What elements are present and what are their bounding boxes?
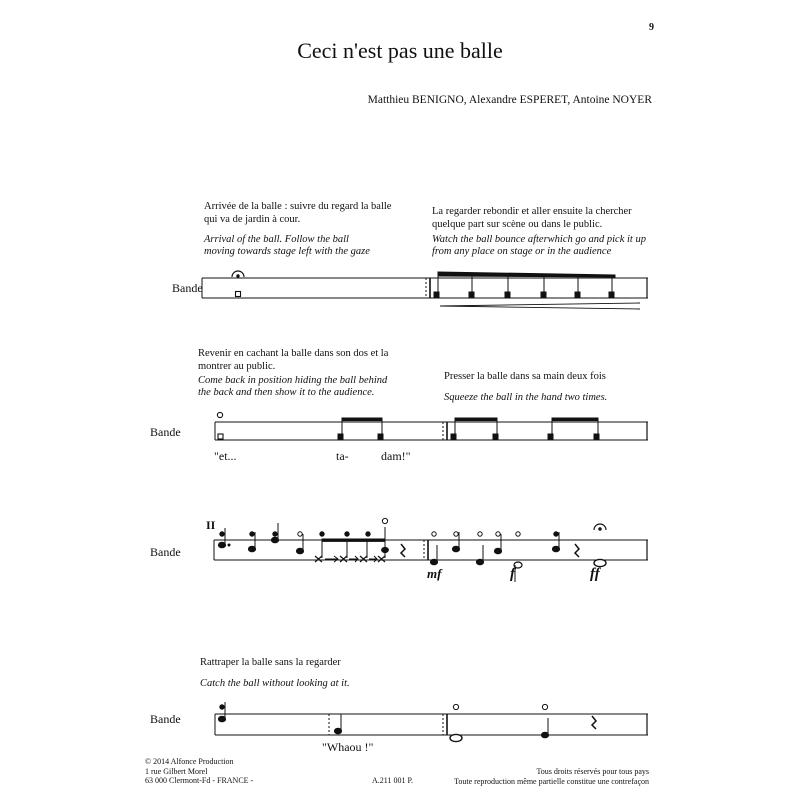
direction-fr: La regarder rebondir et aller ensuite la chercher quelque part sur scène ou dans le public.: [432, 206, 632, 230]
lyric: "Whaou !": [322, 740, 374, 754]
footer-line: Toute reproduction même partielle constitue une contrefaçon: [454, 776, 649, 786]
direction-en: Catch the ball without looking at it.: [200, 678, 350, 689]
staff-system-1: [202, 271, 648, 309]
footer-line: © 2014 Alfonce Production: [145, 757, 234, 766]
staff-label: Bande: [150, 545, 181, 559]
dynamic-marking: f: [510, 566, 515, 582]
direction-fr: Rattraper la balle sans la regarder: [200, 657, 341, 668]
direction-en: Watch the ball bounce afterwhich go and pick it up from any place on stage or in the audience: [432, 234, 646, 257]
footer-line: 1 rue Gilbert Morel: [145, 766, 208, 776]
section-marker: II: [206, 518, 216, 532]
dynamic-marking: mf: [427, 566, 442, 581]
staff-system-2: [215, 412, 648, 440]
direction-fr: Revenir en cachant la balle dans son dos et la montrer au public.: [198, 348, 389, 372]
direction-en: Squeeze the ball in the hand two times.: [444, 392, 608, 403]
direction-en: Come back in position hiding the ball behind the back and then show it to the audience.: [198, 375, 388, 398]
lyric: ta-: [336, 449, 349, 463]
direction-fr: Arrivée de la balle : suivre du regard la balle qui va de jardin à cour.: [204, 201, 392, 225]
page-title: Ceci n'est pas une balle: [297, 38, 503, 63]
footer-catalog-number: A.211 001 P.: [372, 776, 414, 785]
staff-label: Bande: [172, 281, 203, 295]
direction-fr: Presser la balle dans sa main deux fois: [444, 371, 606, 382]
footer-line: Tous droits réservés pour tous pays: [536, 767, 649, 776]
page-number: 9: [649, 22, 654, 33]
authors: Matthieu BENIGNO, Alexandre ESPERET, Antoine NOYER: [367, 94, 652, 106]
lyric: dam!": [381, 449, 411, 463]
staff-system-4: [215, 702, 648, 742]
lyric: "et...: [214, 449, 237, 463]
direction-en: Arrival of the ball. Follow the ball moving towards stage left with the gaze: [204, 234, 370, 257]
dynamic-marking: ff: [590, 566, 600, 582]
staff-label: Bande: [150, 712, 181, 726]
staff-label: Bande: [150, 425, 181, 439]
footer-line: 63 000 Clermont-Fd - FRANCE -: [145, 776, 254, 785]
